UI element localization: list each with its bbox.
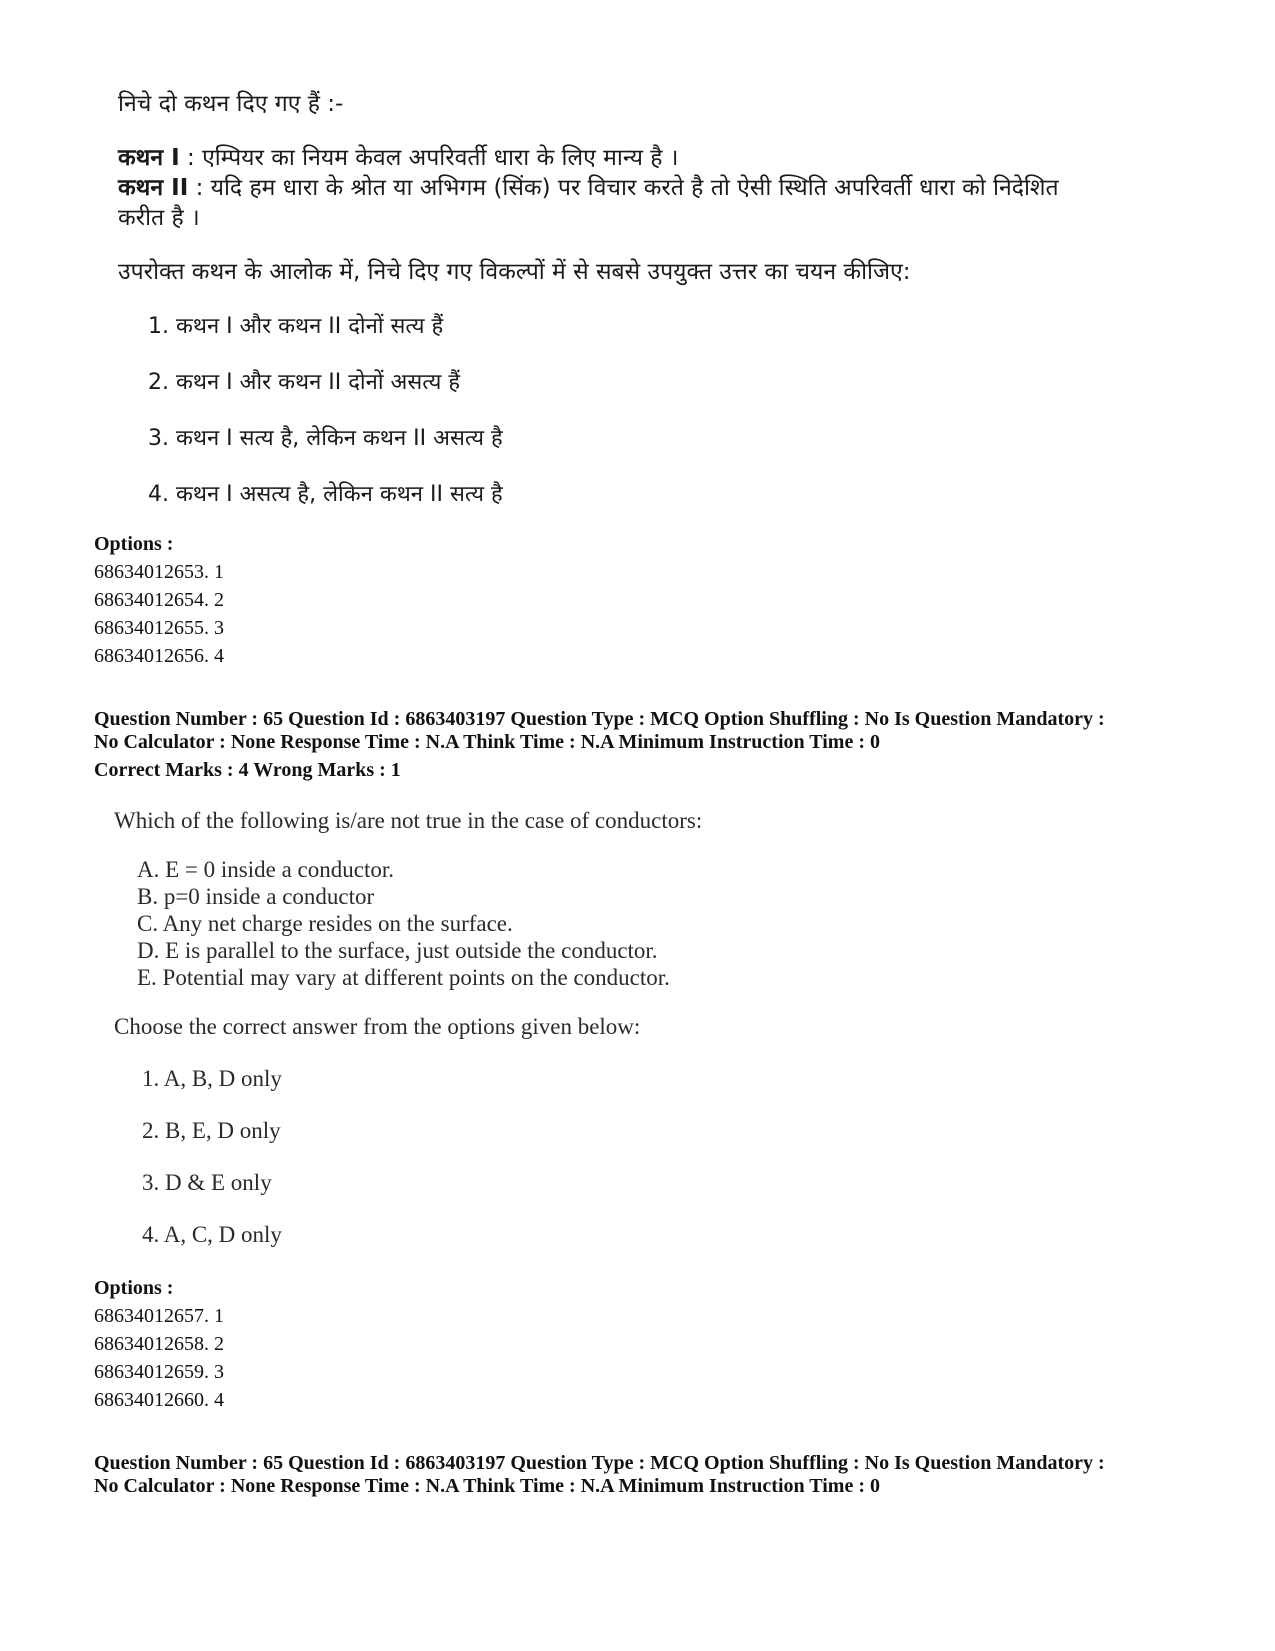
english-choice: 3. D & E only [142, 1170, 272, 1195]
hindi-choice: 1. कथन I और कथन II दोनों सत्य हैं [148, 314, 444, 339]
hindi-choice: 2. कथन I और कथन II दोनों असत्य हैं [148, 370, 461, 395]
english-question-stem: Which of the following is/are not true in the case of conductors: [114, 808, 703, 833]
english-choice: 4. A, C, D only [142, 1222, 282, 1247]
option-id: 68634012659. 3 [94, 1361, 224, 1383]
statement-2-continuation: करीत है । [118, 205, 200, 231]
english-statement: A. E = 0 inside a conductor. [137, 857, 394, 882]
option-id: 68634012653. 1 [94, 561, 224, 583]
english-choice: 2. B, E, D only [142, 1118, 281, 1143]
hindi-intro: निचे दो कथन दिए गए हैं :- [118, 91, 344, 117]
option-id: 68634012658. 2 [94, 1333, 224, 1355]
hindi-instruction: उपरोक्त कथन के आलोक में, निचे दिए गए विकल्पों में से सबसे उपयुक्त उत्तर का चयन कीजिए: [118, 259, 911, 285]
question-marks: Correct Marks : 4 Wrong Marks : 1 [94, 759, 401, 781]
options-label: Options : [94, 1277, 174, 1299]
option-id: 68634012654. 2 [94, 589, 224, 611]
statement-2-text: : यदि हम धारा के श्रोत या अभिगम (सिंक) पर विचार करते है तो ऐसी स्थिति अपरिवर्ती धारा को निदेशित [195, 175, 1059, 201]
question-meta-line-2: No Calculator : None Response Time : N.A Think Time : N.A Minimum Instruction Time : 0 [94, 1475, 880, 1497]
option-id: 68634012656. 4 [94, 645, 224, 667]
question-meta-line-1: Question Number : 65 Question Id : 6863403197 Question Type : MCQ Option Shuffling : No Is Question Mandatory : [94, 708, 1105, 730]
hindi-statement-1 [118, 140, 679, 172]
hindi-choice: 4. कथन I असत्य है, लेकिन कथन II सत्य है [148, 482, 503, 507]
question-meta-line-1: Question Number : 65 Question Id : 6863403197 Question Type : MCQ Option Shuffling : No Is Question Mandatory : [94, 1452, 1105, 1474]
options-label: Options : [94, 533, 174, 555]
option-id: 68634012655. 3 [94, 617, 224, 639]
english-instruction: Choose the correct answer from the options given below: [114, 1014, 641, 1039]
english-choice: 1. A, B, D only [142, 1066, 282, 1091]
option-id: 68634012657. 1 [94, 1305, 224, 1327]
hindi-statement-2 [118, 170, 1059, 202]
english-statement: E. Potential may vary at different points on the conductor. [137, 965, 670, 990]
hindi-choice: 3. कथन I सत्य है, लेकिन कथन II असत्य है [148, 426, 503, 451]
english-statement: D. E is parallel to the surface, just outside the conductor. [137, 938, 658, 963]
english-statement: C. Any net charge resides on the surface. [137, 911, 513, 936]
statement-2-label: कथन II [118, 175, 189, 201]
english-statement: B. p=0 inside a conductor [137, 884, 375, 909]
statement-1-text: : एम्पियर का नियम केवल अपरिवर्ती धारा के लिए मान्य है । [187, 145, 679, 171]
question-meta-line-2: No Calculator : None Response Time : N.A Think Time : N.A Minimum Instruction Time : 0 [94, 731, 880, 753]
option-id: 68634012660. 4 [94, 1389, 224, 1411]
statement-1-label: कथन I [118, 145, 180, 171]
